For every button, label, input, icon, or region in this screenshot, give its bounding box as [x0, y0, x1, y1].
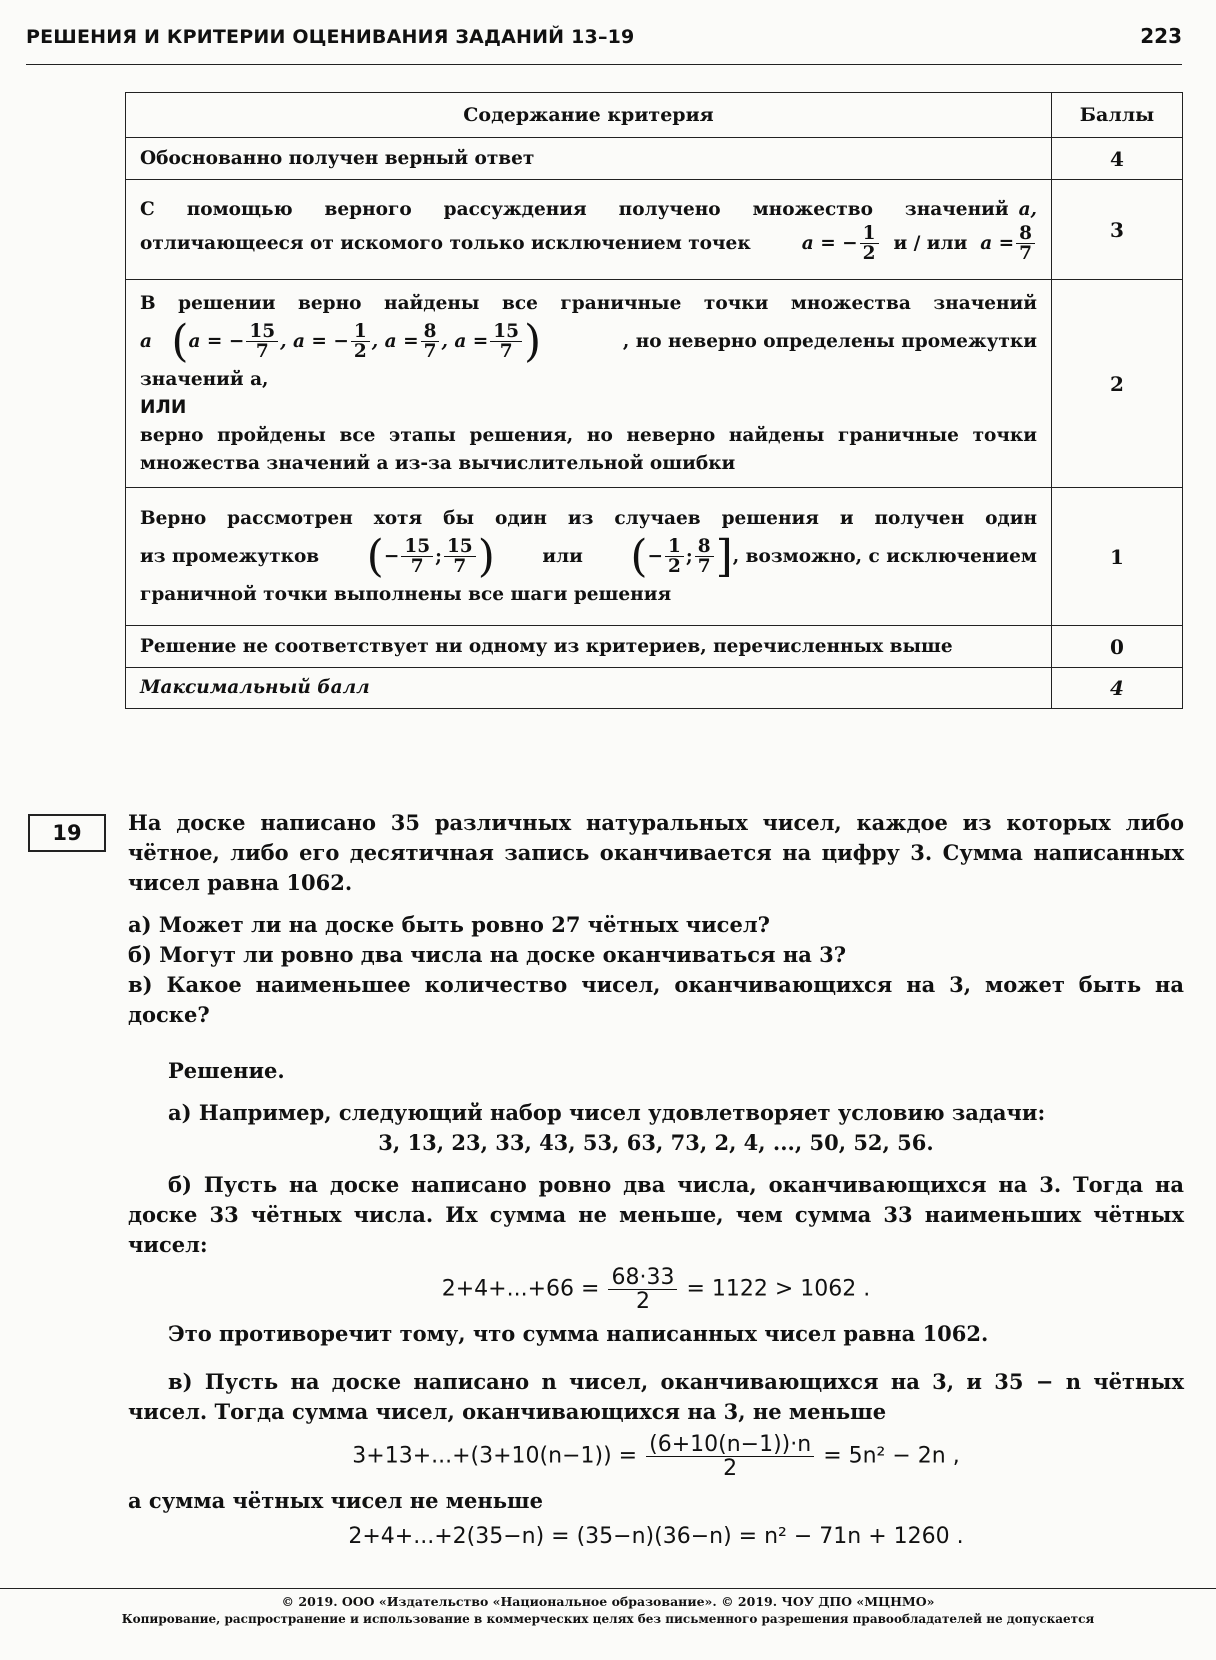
math-expr: a = − [801, 232, 858, 254]
criterion-line: отличающееся от искомого только исключением точек [140, 232, 751, 254]
criterion-points: 0 [1052, 626, 1183, 668]
or-text: и / или [893, 232, 968, 254]
fraction: $\frac{15}{7}$ [401, 537, 433, 577]
solution-a: а) Например, следующий набор чисел удовлетворяет условию задачи: [168, 1100, 1046, 1125]
question-a: а) Может ли на доске быть ровно 27 чётных чисел? [128, 912, 770, 937]
variable-a: a, [1018, 198, 1037, 220]
fraction: $\frac{8}{7}$ [1016, 224, 1035, 264]
solution-c-text: а сумма чётных чисел не меньше [128, 1488, 543, 1514]
page-number: 223 [1140, 24, 1182, 48]
task-statement: На доске написано 35 различных натуральных чисел, каждое из которых либо чётное, либо его десятичная запись оканчивается на цифру 3. Сумма написанных чисел равна 1062. [128, 810, 1184, 895]
criterion-points: 3 [1052, 180, 1183, 280]
criterion-text: Решение не соответствует ни одному из критериев, перечисленных выше [126, 626, 1052, 668]
question-c: в) Какое наименьшее количество чисел, оканчивающихся на 3, может быть на доске? [128, 972, 1184, 1027]
max-score-row [126, 668, 1183, 709]
fraction: $\frac{1}{2}$ [351, 322, 370, 362]
table-row [126, 180, 1183, 280]
page-header-title: РЕШЕНИЯ И КРИТЕРИИ ОЦЕНИВАНИЯ ЗАДАНИЙ 13–19 [26, 26, 635, 48]
solution-b-conclusion: Это противоречит тому, что сумма написанных чисел равна 1062. [168, 1321, 989, 1347]
criterion-line: В решении верно найдены все граничные точки множества значений [140, 292, 1037, 314]
fraction: $\frac{1}{2}$ [665, 537, 684, 577]
table-row [126, 488, 1183, 626]
or-text: или [542, 545, 583, 567]
footer-divider [0, 1588, 1216, 1589]
footer-copyright: © 2019. ООО «Издательство «Национальное образование». © 2019. ЧОУ ДПО «МЦНМО» [281, 1594, 935, 1609]
criterion-line: из промежутков [140, 545, 320, 567]
criterion-text: Верно рассмотрен хотя бы один из случаев решения и получен один из промежутков (− $\frac{15}{7}$ ; $\frac{15}{7}$ ) или (− $\frac{1}{2}$ ; $\frac{8}{7}$ ], возможно, с исключением граничной точки выполнены все шаги решения [126, 488, 1052, 626]
criterion-line: С помощью верного рассуждения получено множество значений [140, 198, 1009, 220]
header-divider [26, 64, 1182, 65]
fraction: $\frac{8}{7}$ [421, 322, 440, 362]
column-header-content: Содержание критерия [126, 93, 1052, 138]
fraction: $\frac{8}{7}$ [695, 537, 714, 577]
task-block [128, 808, 1184, 1558]
criterion-line: значений a, [140, 368, 269, 390]
criterion-points: 2 [1052, 280, 1183, 488]
task-number-badge: 19 [28, 814, 106, 852]
criterion-points: 4 [1052, 138, 1183, 180]
formula-sum-even: 2+4+...+66 = $\frac{68\cdot 33}{2}$ = 1122 > 1062 . [441, 1265, 871, 1315]
criterion-line: граничной точки выполнены все шаги решения [140, 583, 672, 605]
table-row [126, 138, 1183, 180]
variable-a: a [140, 330, 152, 352]
max-score-points: 4 [1052, 668, 1183, 709]
criteria-table [125, 92, 1183, 709]
criterion-line: , но неверно определены промежутки [622, 330, 1037, 352]
table-row [126, 280, 1183, 488]
criterion-text [126, 180, 1052, 280]
fraction: $\frac{1}{2}$ [860, 224, 879, 264]
criterion-line: Верно рассмотрен хотя бы один из случаев решения и получен один [140, 507, 1037, 529]
criterion-line: верно пройдены все этапы решения, но неверно найдены граничные точки множества значений a из-за вычислительной ошибки [140, 424, 1037, 474]
criterion-text: Обоснованно получен верный ответ [126, 138, 1052, 180]
fraction: $\frac{15}{7}$ [444, 537, 476, 577]
criterion-text: В решении верно найдены все граничные точки множества значений a (a = − $\frac{15}{7}$ , a = − $\frac{1}{2}$ , a = $\frac{8}{7}$ , a = $\frac{15}{7}$ ) , но неверно определены промежутки значений a, ИЛИ верно пройдены все этапы решения, но неверно найдены граничные точки множества значений a из-за вычислительной ошибки [126, 280, 1052, 488]
solution-b: б) Пусть на доске написано ровно два числа, оканчивающихся на 3. Тогда на доске 33 чётных числа. Их сумма не меньше, чем сумма 33 наименьших чётных чисел: [128, 1172, 1184, 1257]
criterion-points: 1 [1052, 488, 1183, 626]
column-header-points: Баллы [1052, 93, 1183, 138]
or-text: ИЛИ [140, 396, 187, 418]
solution-c: в) Пусть на доске написано n чисел, оканчивающихся на 3, и 35 − n чётных чисел. Тогда сумма чисел, оканчивающихся на 3, не меньше [128, 1369, 1184, 1425]
fraction: $\frac{15}{7}$ [490, 322, 522, 362]
fraction: $\frac{15}{7}$ [246, 322, 278, 362]
footer-notice: Копирование, распространение и использование в коммерческих целях без письменного разрешения правообладателей не допускается [121, 1612, 1095, 1626]
question-b: б) Могут ли ровно два числа на доске оканчиваться на 3? [128, 942, 847, 967]
table-header-row [126, 93, 1183, 138]
formula-sum-three: 3+13+...+(3+10(n−1)) = $\frac{(6+10(n-1))\cdot n}{2}$ = 5n² − 2n , [352, 1432, 960, 1482]
solution-title: Решение. [168, 1058, 285, 1083]
max-score-label: Максимальный балл [126, 668, 1052, 709]
table-row [126, 626, 1183, 668]
math-expr: a = [980, 232, 1015, 254]
formula-sum-even-c: 2+4+...+2(35−n) = (35−n)(36−n) = n² − 71n + 1260 . [348, 1524, 964, 1550]
solution-a-set: 3, 13, 23, 33, 43, 53, 63, 73, 2, 4, ..., 50, 52, 56. [378, 1130, 934, 1155]
